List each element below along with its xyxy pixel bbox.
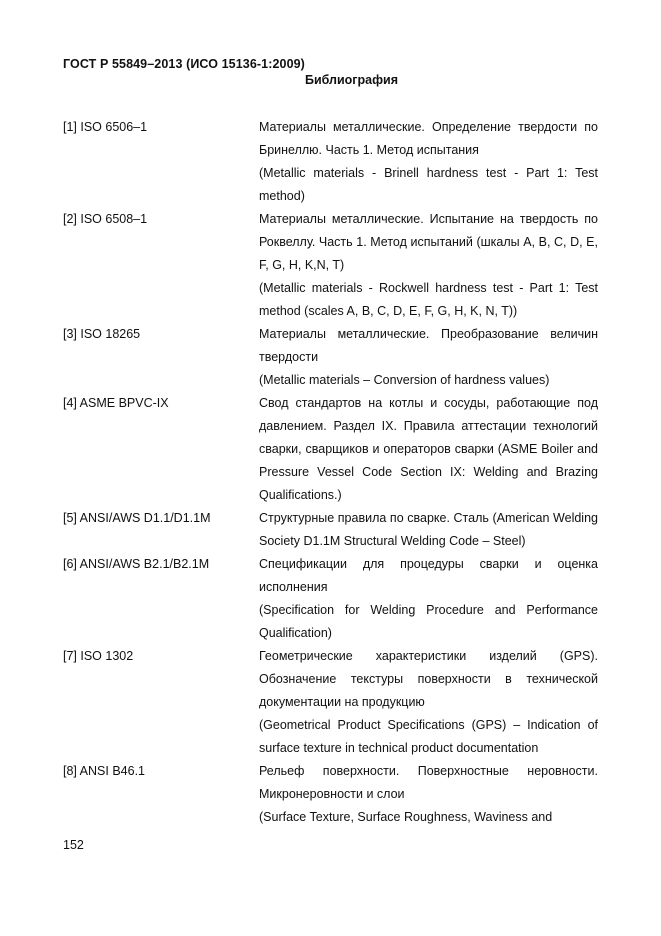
reference-number: [8] ANSI B46.1 <box>63 764 145 778</box>
reference-description <box>259 116 598 208</box>
bibliography-entry <box>63 392 598 507</box>
description-line: (Specification for Welding Procedure and Performance Qualification) <box>259 603 598 640</box>
description-line: (Surface Texture, Surface Roughness, Waviness and <box>259 810 553 824</box>
reference-description <box>259 760 598 829</box>
reference-number: [5] ANSI/AWS D1.1/D1.1M <box>63 511 211 525</box>
reference-description <box>259 208 598 323</box>
bibliography-entry <box>63 323 598 392</box>
section-title: Библиография <box>304 73 399 87</box>
reference-description <box>259 323 598 392</box>
bibliography-entry <box>63 116 598 208</box>
reference-description <box>259 645 598 760</box>
description-line: (Metallic materials - Brinell hardness test - Part 1: Test method) <box>259 166 598 203</box>
reference-number: [1] ISO 6506–1 <box>63 120 148 134</box>
reference-description <box>259 553 598 645</box>
reference-number: [6] ANSI/AWS B2.1/B2.1M <box>63 557 210 571</box>
description-line: Спецификации для процедуры сварки и оценка исполнения <box>259 557 598 594</box>
reference-number: [7] ISO 1302 <box>63 649 134 663</box>
reference-description <box>259 507 598 553</box>
description-line: (Metallic materials – Conversion of hardness values) <box>259 373 550 387</box>
description-line: (Metallic materials - Rockwell hardness test - Part 1: Test method (scales A, B, C, D, E, F, G, H, K, N, T)) <box>259 281 598 318</box>
description-line: Геометрические характеристики изделий (GPS). Обозначение текстуры поверхности в технической документации на продукцию <box>259 649 598 709</box>
description-line: (Geometrical Product Specifications (GPS) – Indication of surface texture in technical product documentation <box>259 718 598 755</box>
description-line: Материалы металлические. Испытание на твердость по Роквеллу. Часть 1. Метод испытаний (шкалы A, B, C, D, E, F, G, H, K,N, T) <box>259 212 598 272</box>
reference-number: [2] ISO 6508–1 <box>63 212 148 226</box>
bibliography-entry <box>63 645 598 760</box>
bibliography-entry <box>63 553 598 645</box>
bibliography-list <box>63 116 598 829</box>
page-number: 152 <box>63 838 84 852</box>
description-line: Материалы металлические. Преобразование величин твердости <box>259 327 598 364</box>
description-line: Свод стандартов на котлы и сосуды, работающие под давлением. Раздел IX. Правила аттестации технологий сварки, сварщиков и операторов сварки (ASME Boiler and Pressure Vessel Code Section IX: Welding and Brazing Qualifications.) <box>259 396 598 502</box>
bibliography-entry <box>63 760 598 829</box>
description-line: Структурные правила по сварке. Сталь (American Welding Society D1.1M Structural Welding Code – Steel) <box>259 511 598 548</box>
reference-number: [4] ASME BPVC-IX <box>63 396 169 410</box>
reference-description <box>259 392 598 507</box>
bibliography-entry <box>63 507 598 553</box>
description-line: Материалы металлические. Определение твердости по Бринеллю. Часть 1. Метод испытания <box>259 120 598 157</box>
description-line: Рельеф поверхности. Поверхностные неровности. Микронеровности и слои <box>259 764 598 801</box>
reference-number: [3] ISO 18265 <box>63 327 141 341</box>
bibliography-entry <box>63 208 598 323</box>
document-header: ГОСТ Р 55849–2013 (ИСО 15136-1:2009) <box>63 57 305 71</box>
